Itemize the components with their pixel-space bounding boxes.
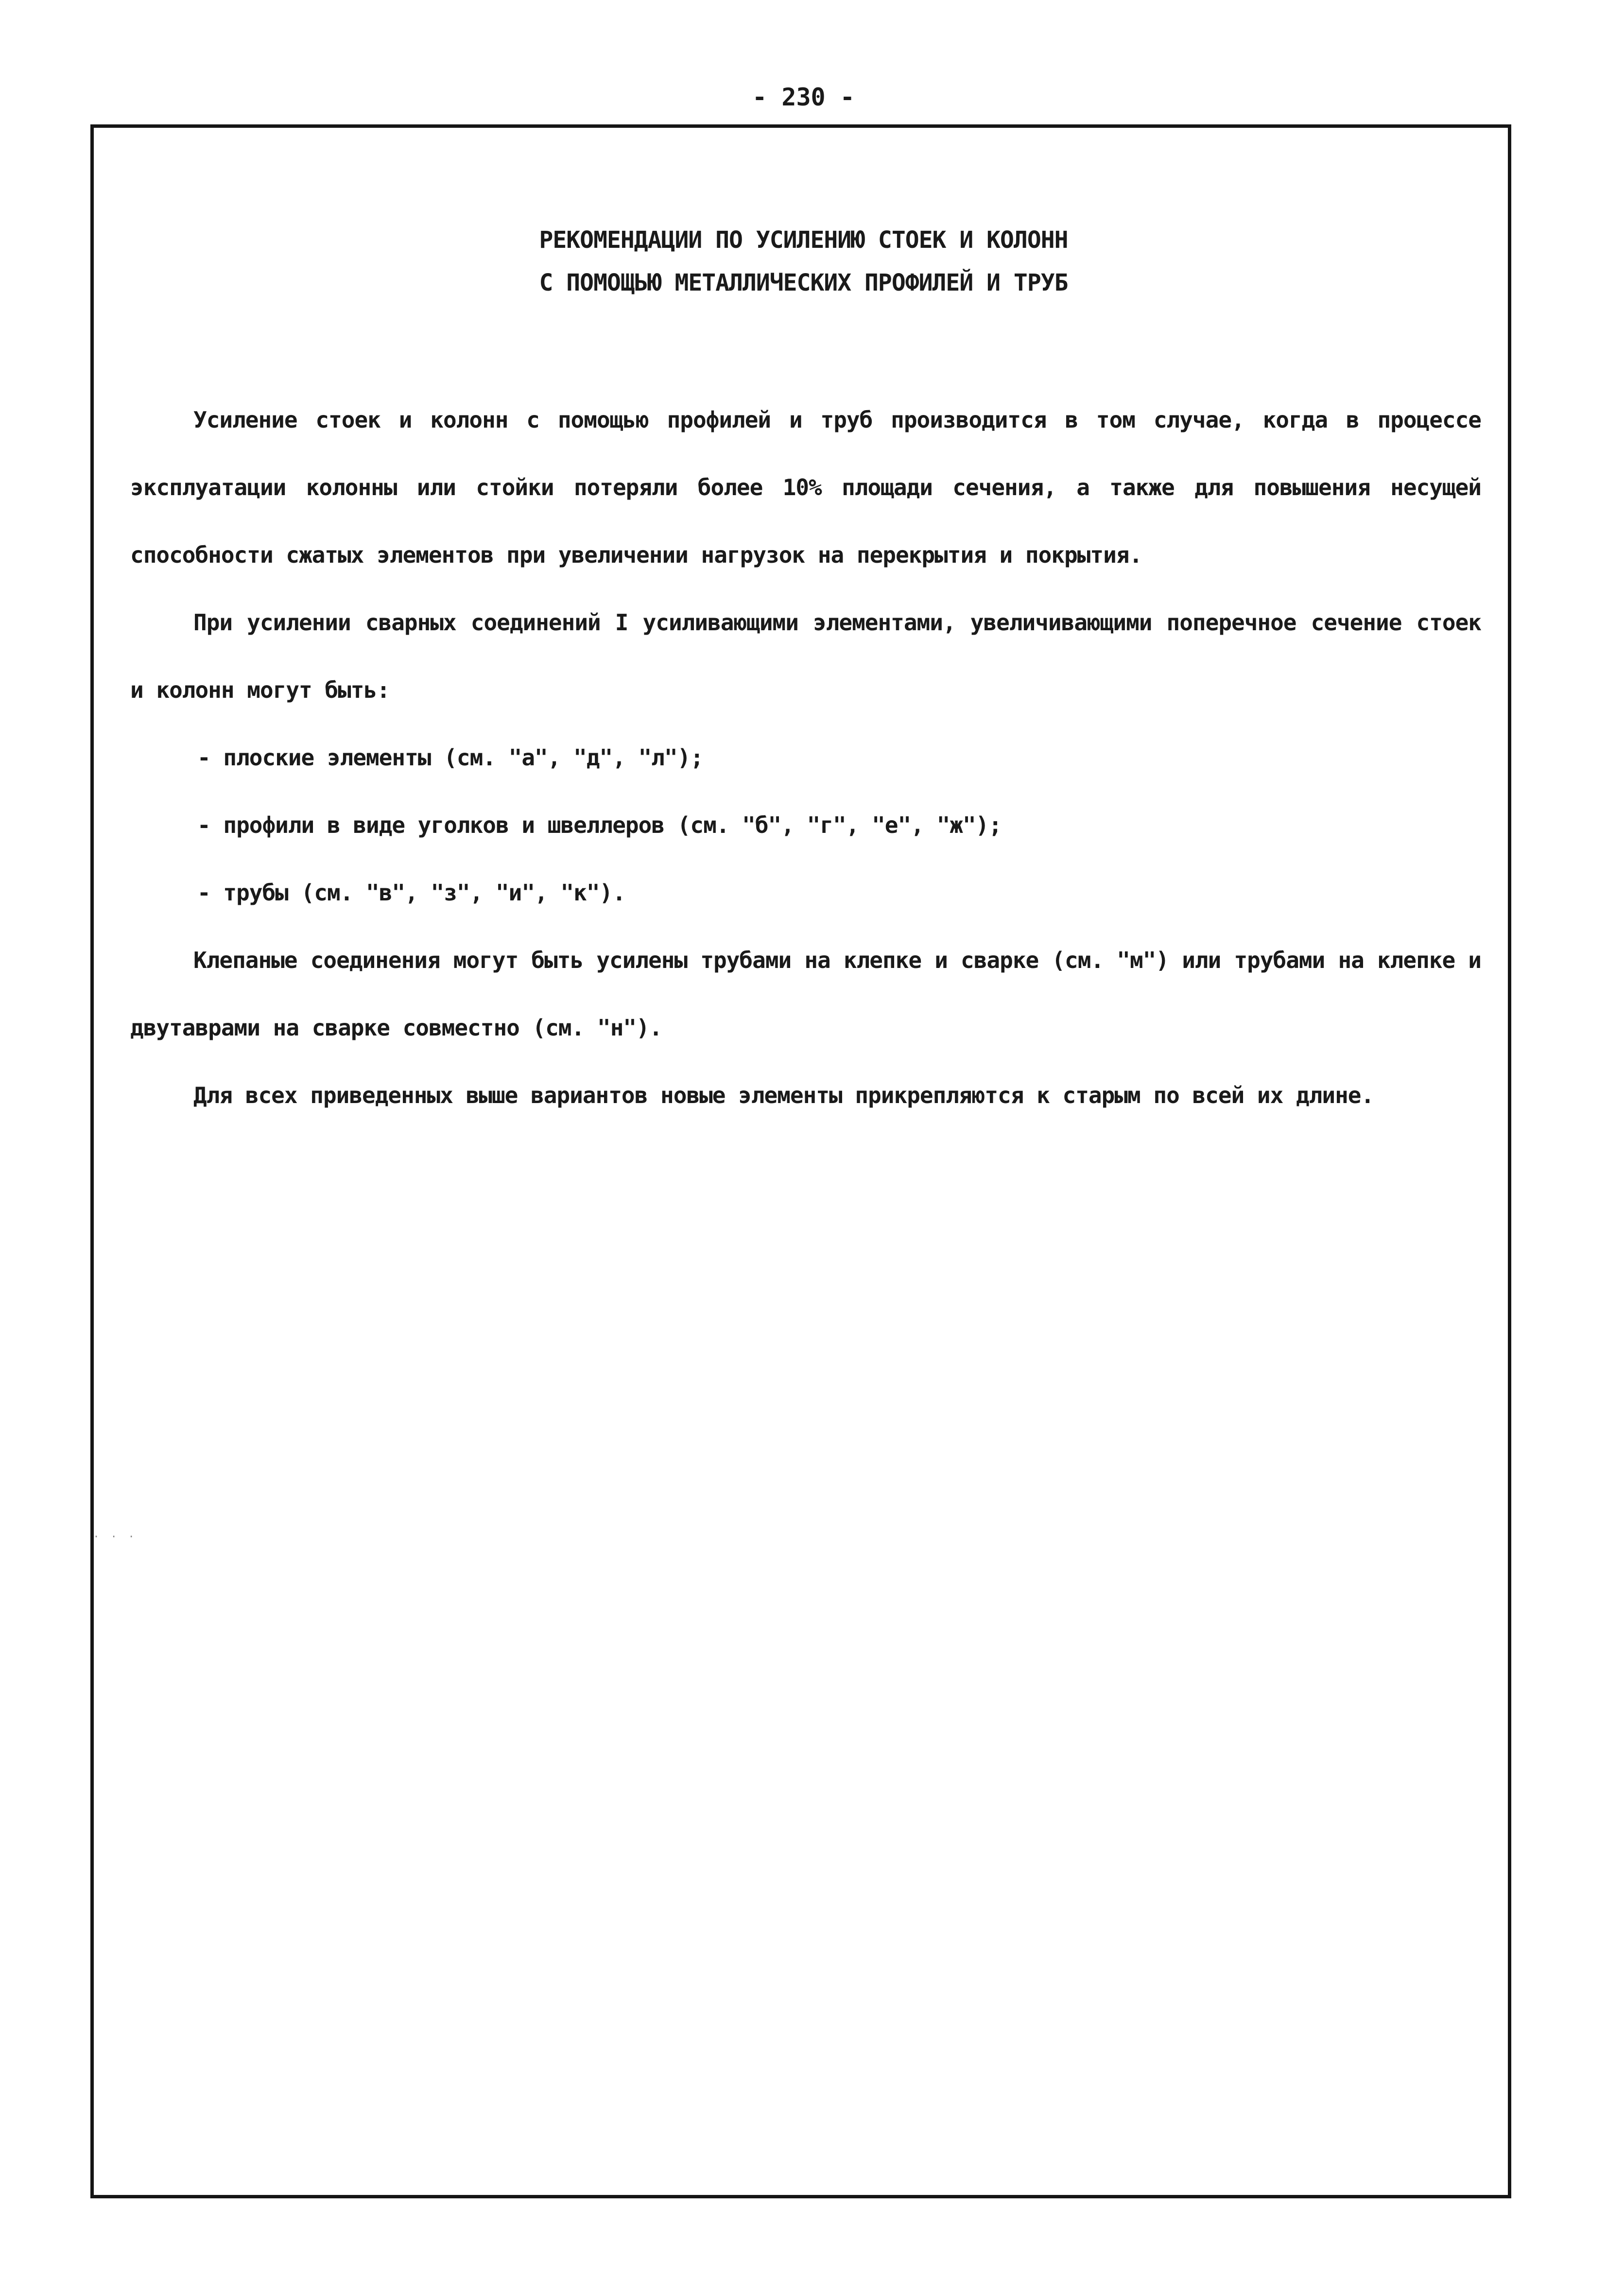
- list-item-flat-elements: - плоские элементы (см. "а", "д", "л");: [197, 744, 704, 771]
- page-number: - 230 -: [752, 83, 855, 111]
- list-item-profiles: - профили в виде уголков и швеллеров (см. "б", "г", "е", "ж");: [197, 812, 1002, 838]
- paragraph-strengthening-conditions: Усиление стоек и колонн с помощью профилей и труб производится в том случае, когда в процессе эксплуатации колонны или стойки потеряли более 10% площади сечения, а также для повышения несущей способности сжатых элементов при увеличении нагрузок на перекрытия и покрытия.: [130, 407, 1481, 568]
- paragraph-welded-joints: При усилении сварных соединений I усиливающими элементами, увеличивающими поперечное сечение стоек и колонн могут быть:: [130, 609, 1481, 703]
- page-title: [0, 219, 1607, 304]
- list-item-pipes: - трубы (см. "в", "з", "и", "к").: [197, 880, 625, 906]
- document-body: [130, 386, 1481, 1129]
- scan-specks-decoration: · · ·: [93, 1531, 138, 1542]
- paragraph-riveted-joints: Клепаные соединения могут быть усилены трубами на клепке и сварке (см. "м") или трубами на клепке и двутаврами на сварке совместно (см. "н").: [130, 947, 1481, 1041]
- title-line-2: С ПОМОЩЬЮ МЕТАЛЛИЧЕСКИХ ПРОФИЛЕЙ И ТРУБ: [539, 269, 1068, 296]
- paragraph-attachment: Для всех приведенных выше вариантов новые элементы прикрепляются к старым по всей их длине.: [193, 1082, 1374, 1108]
- title-line-1: РЕКОМЕНДАЦИИ ПО УСИЛЕНИЮ СТОЕК И КОЛОНН: [539, 226, 1068, 254]
